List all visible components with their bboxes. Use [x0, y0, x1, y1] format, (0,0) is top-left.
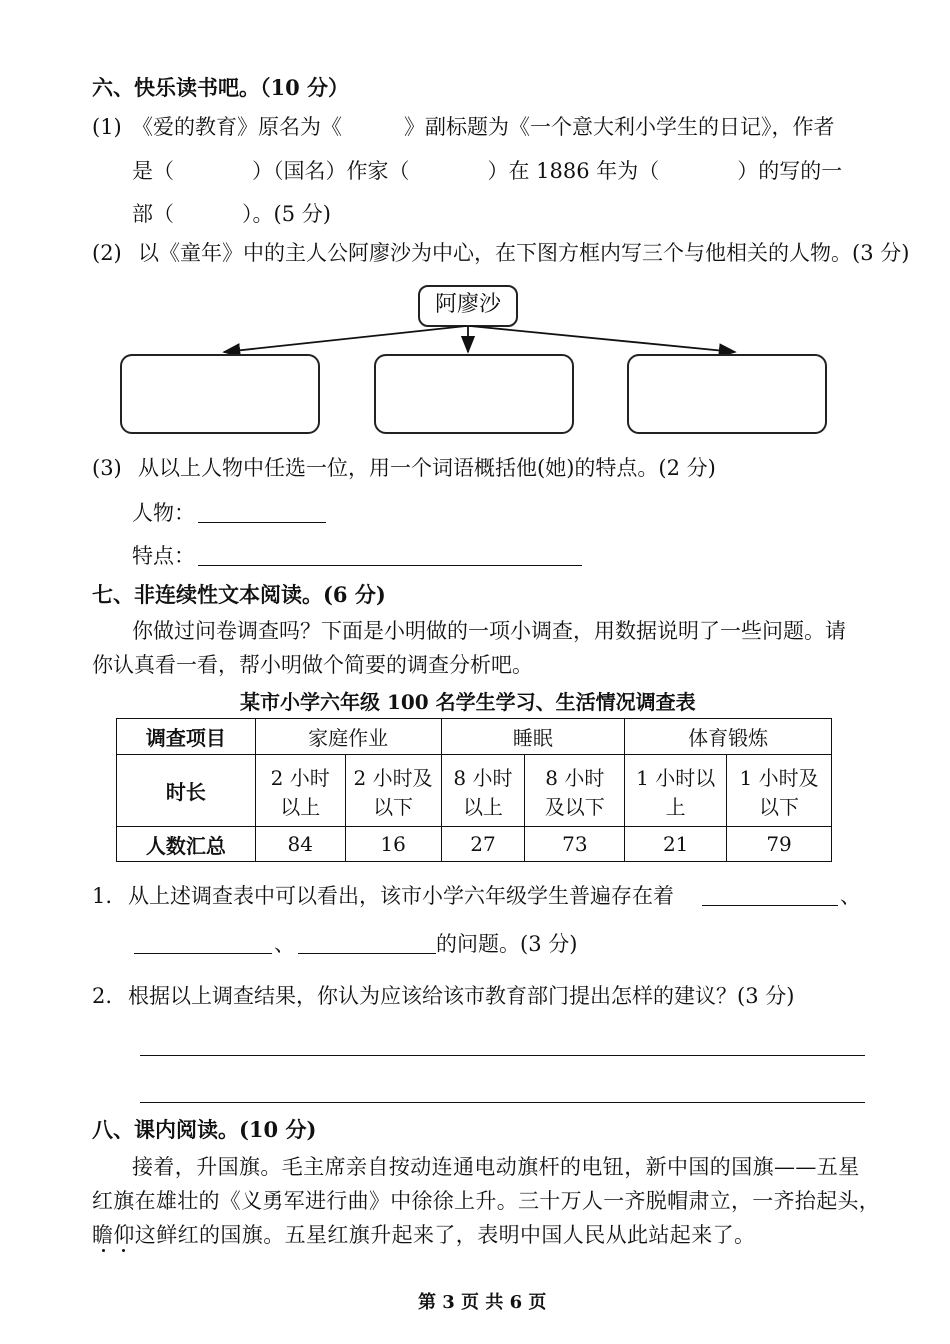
survey-table	[116, 718, 832, 862]
row-label-total: 人数汇总	[117, 827, 256, 862]
table-total-row	[117, 827, 832, 862]
q6-1-line3-b: ）。(5 分)	[242, 202, 331, 226]
q6-3-number: (3)	[92, 456, 122, 480]
q6-1-line2-b: ）（国名）作家（	[252, 159, 410, 183]
q7-1-sep2: 、	[274, 932, 295, 956]
arrow-left	[224, 326, 466, 352]
page-footer: 第 3 页 共 6 页	[418, 1292, 547, 1313]
q6-1-line1-a: 《爱的教育》原名为《	[132, 115, 342, 139]
answer-box-middle[interactable]	[374, 354, 574, 434]
section-8-title: 八、课内阅读。(10 分)	[92, 1117, 317, 1142]
total-cell: 27	[441, 827, 525, 862]
q7-2-answer-line-1[interactable]	[140, 1055, 865, 1056]
passage-line-3: 瞻仰这鲜红的国旗。五星红旗升起来了，表明中国人民从此站起来了。	[92, 1223, 756, 1247]
q6-1-line2-a: 是（	[132, 159, 174, 183]
total-cell: 84	[255, 827, 345, 862]
table-title: 某市小学六年级 100 名学生学习、生活情况调查表	[240, 690, 696, 714]
passage-line-1: 接着，升国旗。毛主席亲自按动连通电动旗杆的电钮，新中国的国旗——五星	[132, 1155, 860, 1179]
q7-2-text: 根据以上调查结果，你认为应该给该市教育部门提出怎样的建议？(3 分)	[128, 984, 795, 1008]
q7-2-answer-line-2[interactable]	[140, 1102, 865, 1103]
person-answer-line[interactable]	[198, 522, 326, 523]
duration-cell: 2 小时及 以下	[345, 755, 441, 827]
duration-cell: 1 小时以 上	[625, 755, 727, 827]
center-node-alyosha: 阿廖沙	[418, 285, 518, 327]
trait-answer-line[interactable]	[198, 565, 582, 566]
section-6-title: 六、快乐读书吧。（10 分）	[92, 75, 350, 100]
q6-2-text: 以《童年》中的主人公阿廖沙为中心，在下图方框内写三个与他相关的人物。(3 分)	[138, 241, 910, 265]
header-cell-item: 调查项目	[117, 719, 256, 755]
total-cell: 16	[345, 827, 441, 862]
total-cell: 73	[525, 827, 625, 862]
passage-line-2: 红旗在雄壮的《义勇军进行曲》中徐徐上升。三十万人一齐脱帽肃立，一齐抬起头，	[92, 1189, 881, 1213]
q7-1-blank-2[interactable]	[134, 953, 272, 954]
header-cell-exercise: 体育锻炼	[625, 719, 832, 755]
table-duration-row	[117, 755, 832, 827]
q6-3-text: 从以上人物中任选一位，用一个词语概括他(她)的特点。(2 分)	[138, 456, 716, 480]
row-label-duration: 时长	[117, 755, 256, 827]
answer-box-left[interactable]	[120, 354, 320, 434]
duration-cell: 8 小时 及以下	[525, 755, 625, 827]
arrow-right	[470, 326, 735, 352]
answer-box-right[interactable]	[627, 354, 827, 434]
q7-2-number: 2.	[92, 984, 113, 1008]
section-7-title: 七、非连续性文本阅读。(6 分)	[92, 582, 386, 607]
q6-1-line2-c: ）在 1886 年为（	[487, 159, 660, 183]
header-cell-homework: 家庭作业	[255, 719, 441, 755]
q7-1-blank-1[interactable]	[702, 905, 838, 906]
trait-label: 特点：	[132, 544, 195, 568]
total-cell: 21	[625, 827, 727, 862]
table-header-row	[117, 719, 832, 755]
q7-1-number: 1.	[92, 884, 113, 908]
q6-2-number: (2)	[92, 241, 122, 265]
q6-1-number: (1)	[92, 115, 122, 139]
q7-1-text: 从上述调查表中可以看出，该市小学六年级学生普遍存在着	[128, 884, 674, 908]
duration-cell: 8 小时 以上	[441, 755, 525, 827]
section-7-intro-line1: 你做过问卷调查吗？下面是小明做的一项小调查，用数据说明了一些问题。请	[132, 619, 846, 643]
header-cell-sleep: 睡眠	[441, 719, 625, 755]
emphasis-dot	[102, 1249, 105, 1252]
person-label: 人物：	[132, 501, 195, 525]
total-cell: 79	[727, 827, 832, 862]
duration-cell: 1 小时及 以下	[727, 755, 832, 827]
q6-1-line2-d: ）的写的一	[737, 159, 843, 183]
q7-1-tail: 的问题。(3 分)	[436, 932, 578, 956]
q7-1-sep1: 、	[840, 884, 861, 908]
q6-1-line1-b: 》副标题为《一个意大利小学生的日记》，作者	[404, 115, 835, 139]
emphasis-dot	[122, 1249, 125, 1252]
duration-cell: 2 小时 以上	[255, 755, 345, 827]
section-7-intro-line2: 你认真看一看，帮小明做个简要的调查分析吧。	[92, 653, 533, 677]
q7-1-blank-3[interactable]	[298, 953, 436, 954]
q6-1-line3-a: 部（	[132, 202, 174, 226]
